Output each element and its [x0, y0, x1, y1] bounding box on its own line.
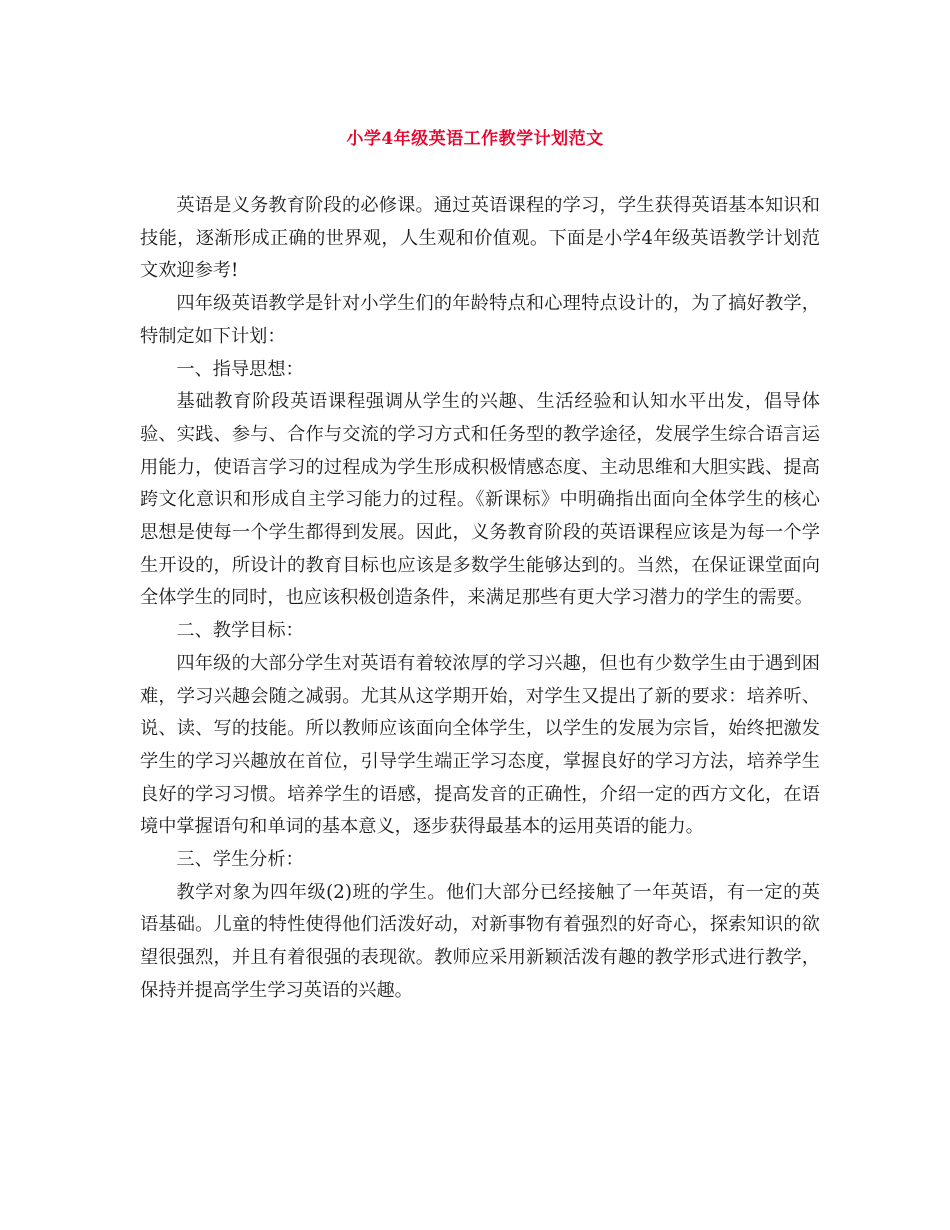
document-body [140, 190, 820, 1008]
paragraph-student-analysis: 教学对象为四年级(2)班的学生。他们大部分已经接触了一年英语，有一定的英语基础。儿童的特性使得他们活泼好动，对新事物有着强烈的好奇心，探索知识的欲望很强烈，并且有着很强的表现欲。教师应采用新颖活泼有趣的教学形式进行教学，保持并提高学生学习英语的兴趣。 [140, 881, 820, 1001]
paragraph-intro: 英语是义务教育阶段的必修课。通过英语课程的学习，学生获得英语基本知识和技能，逐渐形成正确的世界观，人生观和价值观。下面是小学4年级英语教学计划范文欢迎参考! [140, 195, 820, 282]
paragraph-guiding-thought: 基础教育阶段英语课程强调从学生的兴趣、生活经验和认知水平出发，倡导体验、实践、参与、合作与交流的学习方式和任务型的教学途径，发展学生综合语言运用能力，使语言学习的过程成为学生形成积极情感态度、主动思维和大胆实践、提高跨文化意识和形成自主学习能力的过程。《新课标》中明确指出面向全体学生的核心思想是使每一个学生都得到发展。因此，义务教育阶段的英语课程应该是为每一个学生开设的，所设计的教育目标也应该是多数学生能够达到的。当然，在保证课堂面向全体学生的同时，也应该积极创造条件，来满足那些有更大学习潜力的学生的需要。 [140, 391, 820, 609]
section-heading-guiding-thought: 一、指导思想： [176, 358, 304, 380]
section-heading-student-analysis: 三、学生分析： [176, 849, 304, 871]
document-title: 小学4年级英语工作教学计划范文 [346, 129, 604, 149]
section-heading-teaching-goals: 二、教学目标： [176, 620, 304, 642]
paragraph-teaching-goals: 四年级的大部分学生对英语有着较浓厚的学习兴趣，但也有少数学生由于遇到困难，学习兴趣会随之减弱。尤其从这学期开始，对学生又提出了新的要求：培养听、说、读、写的技能。所以教师应该面向全体学生，以学生的发展为宗旨，始终把激发学生的学习兴趣放在首位，引导学生端正学习态度，掌握良好的学习方法，培养学生良好的学习习惯。培养学生的语感，提高发音的正确性，介绍一定的西方文化，在语境中掌握语句和单词的基本意义，逐步获得最基本的运用英语的能力。 [140, 652, 820, 838]
paragraph-plan-intro: 四年级英语教学是针对小学生们的年龄特点和心理特点设计的，为了搞好教学，特制定如下计划： [140, 293, 820, 347]
